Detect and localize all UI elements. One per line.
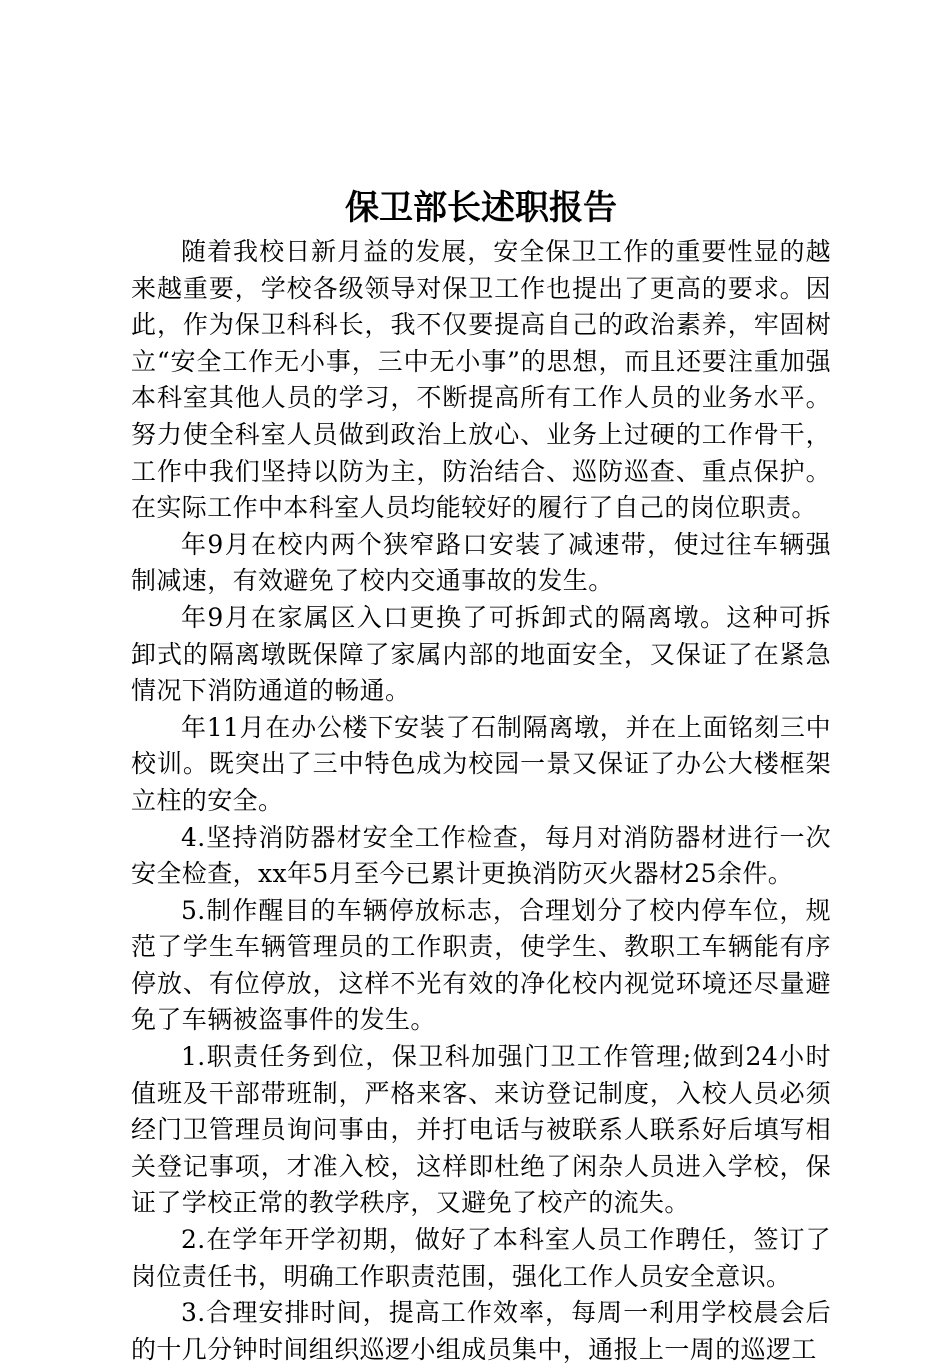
paragraph-removable-barriers: 年9月在家属区入口更换了可拆卸式的隔离墩。这种可拆卸式的隔离墩既保障了家属内部的地面安全，又保证了在紧急情况下消防通道的畅通。 bbox=[131, 602, 831, 706]
document-title: 保卫部长述职报告 bbox=[345, 188, 617, 228]
paragraph-gate-duty: 1.职责任务到位，保卫科加强门卫工作管理;做到24小时值班及干部带班制，严格来客、来访登记制度，入校人员必须经门卫管理员询问事由，并打电话与被联系人联系好后填写相关登记事项，才准入校，这样即杜绝了闲杂人员进入学校，保证了学校正常的教学秩序，又避免了校产的流失。 bbox=[131, 1042, 831, 1218]
paragraph-fire-equipment: 4.坚持消防器材安全工作检查，每月对消防器材进行一次安全检查，xx年5月至今已累计更换消防灭火器材25余件。 bbox=[131, 822, 831, 889]
paragraph-speed-bumps: 年9月在校内两个狭窄路口安装了减速带，使过往车辆强制减速，有效避免了校内交通事故的发生。 bbox=[131, 529, 831, 596]
paragraph-staff-appointment: 2.在学年开学初期，做好了本科室人员工作聘任，签订了岗位责任书，明确工作职责范围，强化工作人员安全意识。 bbox=[131, 1225, 831, 1291]
paragraph-stone-barriers: 年11月在办公楼下安装了石制隔离墩，并在上面铭刻三中校训。既突出了三中特色成为校园一景又保证了办公大楼框架立柱的安全。 bbox=[131, 712, 831, 815]
paragraph-parking-signs: 5.制作醒目的车辆停放标志，合理划分了校内停车位，规范了学生车辆管理员的工作职责，使学生、教职工车辆能有序停放、有位停放，这样不光有效的净化校内视觉环境还尽量避免了车辆被盗事件的发生。 bbox=[131, 895, 831, 1035]
document-page bbox=[131, 184, 831, 1368]
paragraph-time-arrangement: 3.合理安排时间，提高工作效率，每周一利用学校晨会后的十几分钟时间组织巡逻小组成员集中，通报上一周的巡逻工 bbox=[131, 1298, 831, 1364]
paragraph-intro: 随着我校日新月益的发展，安全保卫工作的重要性显的越来越重要，学校各级领导对保卫工作也提出了更高的要求。因此，作为保卫科科长，我不仅要提高自己的政治素养，牢固树立“安全工作无小事，三中无小事”的思想，而且还要注重加强本科室其他人员的学习，不断提高所有工作人员的业务水平。努力使全科室人员做到政治上放心、业务上过硬的工作骨干，工作中我们坚持以防为主，防治结合、巡防巡查、重点保护。在实际工作中本科室人员均能较好的履行了自己的岗位职责。 bbox=[131, 237, 831, 523]
